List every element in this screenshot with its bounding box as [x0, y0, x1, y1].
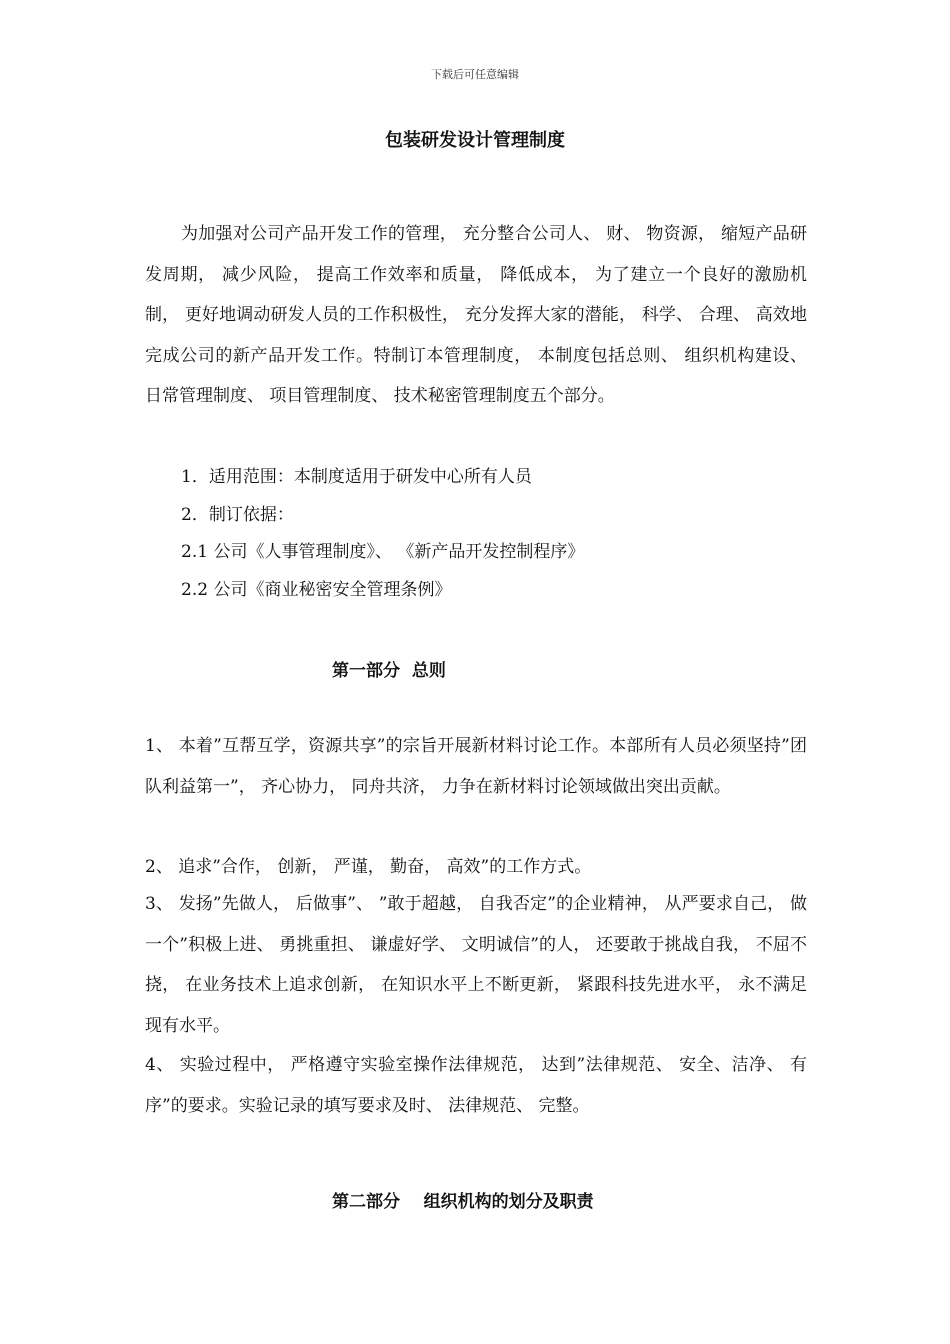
- scope-line: 1．适用范围：本制度适用于研发中心所有人员: [181, 467, 532, 487]
- header-note: 下载后可任意编辑: [431, 68, 519, 81]
- basis-item: 2.2 公司《商业秘密安全管理条例》: [181, 580, 452, 600]
- part1-item: 1、 本着”互帮互学，资源共享”的宗旨开展新材料讨论工作。本部所有人员必须坚持”团队利益第一”， 齐心协力， 同舟共济， 力争在新材料讨论领域做出突出贡献。: [145, 736, 807, 797]
- intro-paragraph: 为加强对公司产品开发工作的管理， 充分整合公司人、 财、 物资源， 缩短产品研发周期， 减少风险， 提高工作效率和质量， 降低成本， 为了建立一个良好的激励机制， 更好地调动研发人员的工作积极性， 充分发挥大家的潜能， 科学、 合理、 高效地完成公司的新产品开发工作。特制订本管理制度， 本制度包括总则、 组织机构建设、 日常管理制度、 项目管理制度、 技术秘密管理制度五个部分。: [145, 224, 807, 406]
- part2-heading: 第二部分 组织机构的划分及职责: [332, 1192, 594, 1212]
- basis-line: 2．制订依据：: [181, 505, 294, 525]
- part1-heading: 第一部分 总则: [332, 661, 446, 681]
- part1-item: 2、 追求”合作， 创新， 严谨， 勤奋， 高效”的工作方式。: [145, 857, 592, 877]
- document-title: 包装研发设计管理制度: [385, 130, 565, 151]
- part1-item: 4、 实验过程中， 严格遵守实验室操作法律规范， 达到”法律规范、 安全、洁净、 有序”的要求。实验记录的填写要求及时、 法律规范、 完整。: [145, 1055, 807, 1116]
- basis-item: 2.1 公司《人事管理制度》、 《新产品开发控制程序》: [181, 542, 585, 562]
- part1-item: 3、 发扬”先做人， 后做事”、 ”敢于超越， 自我否定”的企业精神， 从严要求自己， 做一个”积极上进、 勇挑重担、 谦虚好学、 文明诚信”的人， 还要敢于挑战自我， 不屈不挠， 在业务技术上追求创新， 在知识水平上不断更新， 紧跟科技先进水平， 永不满足现有水平。: [145, 894, 807, 1036]
